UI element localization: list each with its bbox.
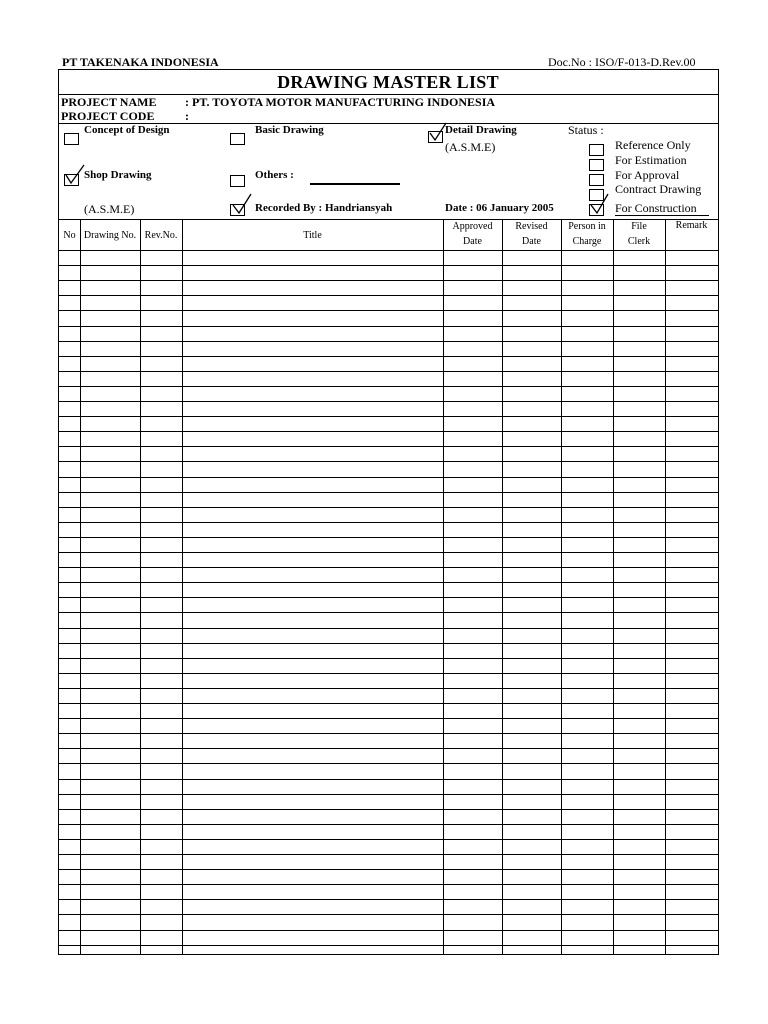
table-row (58, 522, 719, 523)
table-row (58, 763, 719, 764)
table-row (58, 794, 719, 795)
column-header-person-in-charge (561, 219, 613, 249)
table-row (58, 869, 719, 870)
table-column-divider (443, 219, 444, 954)
table-header-bottom (58, 250, 719, 251)
column-header-drawing-no: Drawing No. (83, 230, 137, 241)
column-header-no: No (63, 230, 76, 241)
table-row (58, 431, 719, 432)
table-column-divider (502, 219, 503, 954)
column-header-file-line1: File (631, 221, 647, 232)
table-row (58, 809, 719, 810)
table-row (58, 326, 719, 327)
table-column-divider (613, 219, 614, 954)
table-row (58, 386, 719, 387)
document-number: Doc.No : ISO/F-013-D.Rev.00 (548, 55, 696, 69)
others-checkbox[interactable] (230, 175, 245, 187)
shop-drawing-label: Shop Drawing (84, 169, 152, 181)
checkmark-icon (64, 163, 86, 187)
table-row (58, 310, 719, 311)
column-header-title: Title (303, 230, 322, 241)
table-column-divider (80, 219, 81, 954)
status-checkbox-for-estimation[interactable] (589, 159, 604, 171)
table-row (58, 371, 719, 372)
status-option-contract-drawing: Contract Drawing (615, 182, 702, 196)
table-row (58, 477, 719, 478)
status-label: Status : (568, 123, 604, 137)
table-row (58, 779, 719, 780)
table-row (58, 597, 719, 598)
concept-of-design-checkbox[interactable] (64, 133, 79, 145)
frame-left (58, 69, 59, 955)
table-row (58, 733, 719, 734)
column-header-file-clerk (613, 219, 665, 249)
table-row (58, 552, 719, 553)
concept-of-design-label: Concept of Design (84, 124, 170, 136)
project-code-label: PROJECT CODE (61, 109, 155, 123)
table-row (58, 567, 719, 568)
table-row (58, 703, 719, 704)
frame-top (58, 69, 719, 70)
column-header-remark: Remark (675, 220, 708, 231)
table-row (58, 854, 719, 855)
table-row (58, 643, 719, 644)
column-header-revised-line2: Date (522, 236, 541, 247)
checkmark-icon (230, 193, 254, 217)
table-row (58, 839, 719, 840)
frame-right (718, 69, 719, 955)
company-name: PT TAKENAKA INDONESIA (62, 55, 219, 69)
table-row (58, 899, 719, 900)
table-row (58, 930, 719, 931)
column-header-approved-date (443, 219, 502, 249)
table-column-divider (182, 219, 183, 954)
table-row (58, 416, 719, 417)
table-row (58, 265, 719, 266)
status-option-reference-only: Reference Only (615, 138, 691, 152)
detail-drawing-label: Detail Drawing (445, 124, 517, 136)
table-row (58, 461, 719, 462)
table-row (58, 914, 719, 915)
project-name-value: : PT. TOYOTA MOTOR MANUFACTURING INDONESIA (185, 95, 496, 109)
table-row (58, 824, 719, 825)
column-header-person-line2: Charge (572, 236, 602, 247)
recorded-by-label: Recorded By : Handriansyah (255, 202, 393, 214)
page-title: DRAWING MASTER LIST (277, 72, 499, 92)
others-label: Others : (255, 169, 294, 181)
status-checkbox-reference-only[interactable] (589, 144, 604, 156)
table-row (58, 718, 719, 719)
column-header-approved-line2: Date (463, 236, 482, 247)
frame-bottom (58, 954, 719, 955)
status-option-for-construction: For Construction (615, 202, 709, 216)
status-option-for-estimation: For Estimation (615, 153, 687, 167)
others-input-line[interactable] (310, 183, 400, 185)
table-row (58, 688, 719, 689)
table-column-divider (140, 219, 141, 954)
column-header-person-line1: Person in (568, 221, 606, 232)
table-row (58, 537, 719, 538)
table-row (58, 884, 719, 885)
project-code-value: : (185, 109, 189, 123)
shop-asme-label: (A.S.M.E) (84, 202, 135, 216)
column-header-revised-date (502, 219, 561, 249)
table-row (58, 295, 719, 296)
table-row (58, 492, 719, 493)
table-row (58, 446, 719, 447)
table-row (58, 673, 719, 674)
column-header-rev-no: Rev.No. (144, 230, 178, 241)
status-checkbox-for-approval[interactable] (589, 174, 604, 186)
column-header-file-line2: Clerk (627, 236, 651, 247)
table-row (58, 341, 719, 342)
basic-drawing-label: Basic Drawing (255, 124, 324, 136)
project-name-label: PROJECT NAME (61, 95, 157, 109)
date-label: Date : 06 January 2005 (445, 202, 554, 214)
detail-asme-label: (A.S.M.E) (445, 140, 496, 154)
table-column-divider (665, 219, 666, 954)
table-row (58, 628, 719, 629)
table-column-divider (561, 219, 562, 954)
table-row (58, 582, 719, 583)
table-row (58, 945, 719, 946)
column-header-revised-line1: Revised (515, 221, 548, 232)
status-option-for-approval: For Approval (615, 168, 680, 182)
column-header-approved-line1: Approved (452, 221, 493, 232)
table-row (58, 280, 719, 281)
table-row (58, 658, 719, 659)
table-row (58, 356, 719, 357)
checkmark-icon (589, 193, 611, 217)
basic-drawing-checkbox[interactable] (230, 133, 245, 145)
table-row (58, 507, 719, 508)
table-row (58, 401, 719, 402)
table-row (58, 748, 719, 749)
table-row (58, 612, 719, 613)
